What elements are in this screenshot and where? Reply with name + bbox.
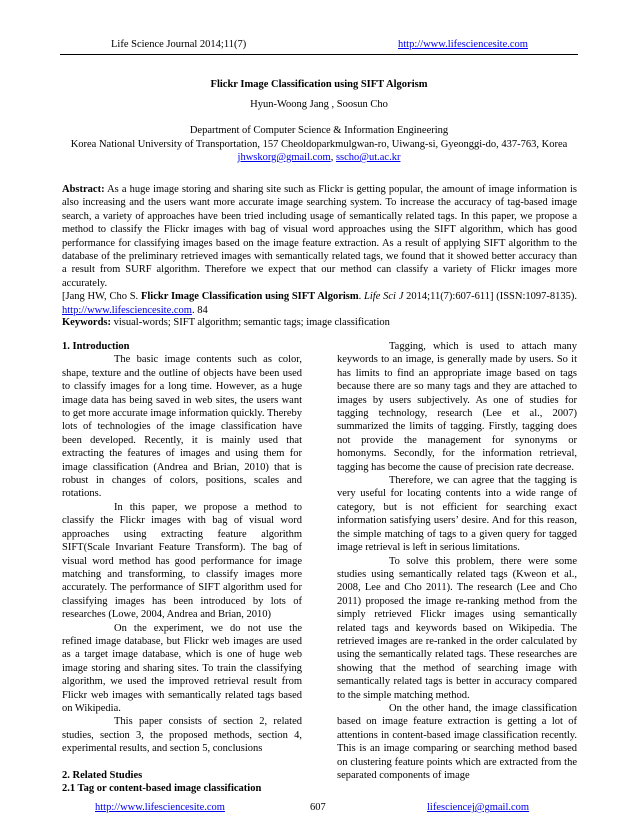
keywords — [62, 316, 577, 329]
section-heading-related-studies: 2. Related Studies — [62, 769, 143, 781]
paper-title: Flickr Image Classification using SIFT Algorism — [210, 79, 428, 90]
abstract-label: Abstract: — [62, 184, 105, 195]
footer-url-link[interactable]: http://www.lifesciencesite.com — [95, 802, 225, 813]
affiliation — [60, 124, 578, 165]
abstract-body — [62, 183, 577, 290]
keywords-text: visual-words; SIFT algorithm; semantic tags; image classification — [111, 317, 390, 328]
citation-pre: [Jang HW, Cho S. — [62, 291, 141, 303]
citation-post: 2014;11(7):607-611] (ISSN:1097-8135). — [403, 291, 578, 303]
affiliation-address: Korea National University of Transportation, 157 Cheoldoparkmulgwan-ro, Uiwang-si, Gyeonggi-do, 437-763, Korea — [70, 138, 568, 150]
header-divider — [60, 54, 578, 55]
paragraph: In this paper, we propose a method to classify the Flickr images with bag of visual word approaches using extracting feature algorithm SIFT(Scale Invariant Feature Transform). The bag of visual word method has good performance for image matching and transforming, to classify images more accurately. The performance of SIFT algorithm used for classifying images has been introduced by lots of researches (Lowe, 2004, Andrea and Brian, 2010) — [62, 501, 302, 621]
citation-end: . 84 — [191, 304, 208, 316]
citation-journal: Life Sci J — [364, 291, 404, 303]
citation-sep: . — [358, 291, 365, 303]
keywords-label: Keywords: — [62, 317, 111, 328]
page-number: 607 — [310, 802, 326, 813]
paper-authors: Hyun-Woong Jang , Soosun Cho — [250, 99, 388, 110]
paragraph: This paper consists of section 2, related studies, section 3, the proposed methods, section 4, experimental results, and section 5, conclusions — [62, 716, 302, 755]
spacer — [62, 756, 302, 769]
email-link-1[interactable]: jhwskorg@gmail.com — [237, 152, 331, 163]
affiliation-emails — [60, 151, 578, 165]
citation — [62, 290, 577, 317]
email-link-2[interactable]: sscho@ut.ac.kr — [335, 152, 401, 163]
paragraph: On the other hand, the image classification based on image feature extraction is getting a lot of attentions in content-based image classification recently. This is an image comparing or searching method based on clustering feature points which are extracted from the separated components of image — [337, 702, 577, 781]
subsection-heading: 2.1 Tag or content-based image classification — [62, 783, 262, 794]
journal-header: Life Science Journal 2014;11(7) — [111, 39, 247, 50]
paragraph: Tagging, which is used to attach many keywords to an image, is generally made by users. So it has limits to find an appropriate image based on tags because there are so many tags and they are attached to images by users subjectively. As one of studies for tagging technology, research (Lee et al., 2007) summarized the limits of tagging. Firstly, tagging does not provide the management for synonyms or homonyms. Secondly, for the information retrieval, tagging has become the cause of precision rate decrease. — [337, 341, 577, 473]
paragraph: To solve this problem, there were some studies using semantically related tags (Kweon et al., 2008, Lee and Cho 2011). The research (Lee and Cho 2011) proposed the image re-ranking method from the simply retrieved Flickr images using semantically related tags and keywords based on Wikipedia. The retrieved images are re-ranked in the order calculated by using the semantically related tags. These researches are showing that the method of searching image with semantically related tags is better in accuracy compared to the simple matching method. — [337, 555, 577, 701]
paragraph: Therefore, we can agree that the tagging is very useful for locating contents into a wide range of category, but is not efficient for searching exact information satisfying users’ desire. And for this reason, the simple matching of tags to a given query for tagged image retrieval is left in serious limitations. — [337, 475, 577, 554]
left-column — [62, 340, 302, 795]
abstract-section — [62, 183, 577, 317]
email-separator: , — [330, 152, 336, 163]
section-heading-introduction: 1. Introduction — [62, 341, 130, 352]
citation-title: Flickr Image Classification using SIFT Algorism — [140, 291, 359, 303]
paragraph: The basic image contents such as color, shape, texture and the outline of objects have been used to classify images for a long time. However, as a huge image data has being saved in web sites, the users want to get more accurate image information quickly. Thereby lots of technologies of the image classification have been developed. Recently, it is mainly used that extracting the features of images and using them for image classification (Andrea and Brian, 2010) that is robust in changes of colors, positions, scales and rotations. — [62, 354, 302, 500]
right-column — [337, 340, 577, 782]
header-url-link[interactable]: http://www.lifesciencesite.com — [398, 39, 528, 50]
abstract-text: As a huge image storing and sharing site such as Flickr is getting popular, the amount of image information is also increasing and the users want more accurate image searching system. To increase the accuracy of tag-based image search, a variety of approaches have been tried including usage of semantically related tags. In this paper, we propose a method to classify the Flickr images with bag of visual word approaches using the SIFT algorithm, which has good performance for classifying images based on the image feature extraction. As a result of applying SIFT algorithm to the database of the preliminary retrieved images with semantically related tags, we found that it showed better accuracy than a result from SURF algorithm. Therefore we expect that our method can classify a variety of Flickr images more accurately. — [62, 184, 577, 289]
footer-email-link[interactable]: lifesciencej@gmail.com — [427, 802, 530, 813]
citation-link[interactable]: http://www.lifesciencesite.com — [62, 304, 192, 316]
affiliation-department: Department of Computer Science & Information Engineering — [189, 125, 449, 136]
paragraph: On the experiment, we do not use the refined image database, but Flickr web images are used as a target image database, which is one of huge web image storing and sharing sites. To train the classifying algorithm, we used the improved retrieval result from Flickr web images with semantically related tags based on Wikipedia. — [62, 622, 302, 714]
